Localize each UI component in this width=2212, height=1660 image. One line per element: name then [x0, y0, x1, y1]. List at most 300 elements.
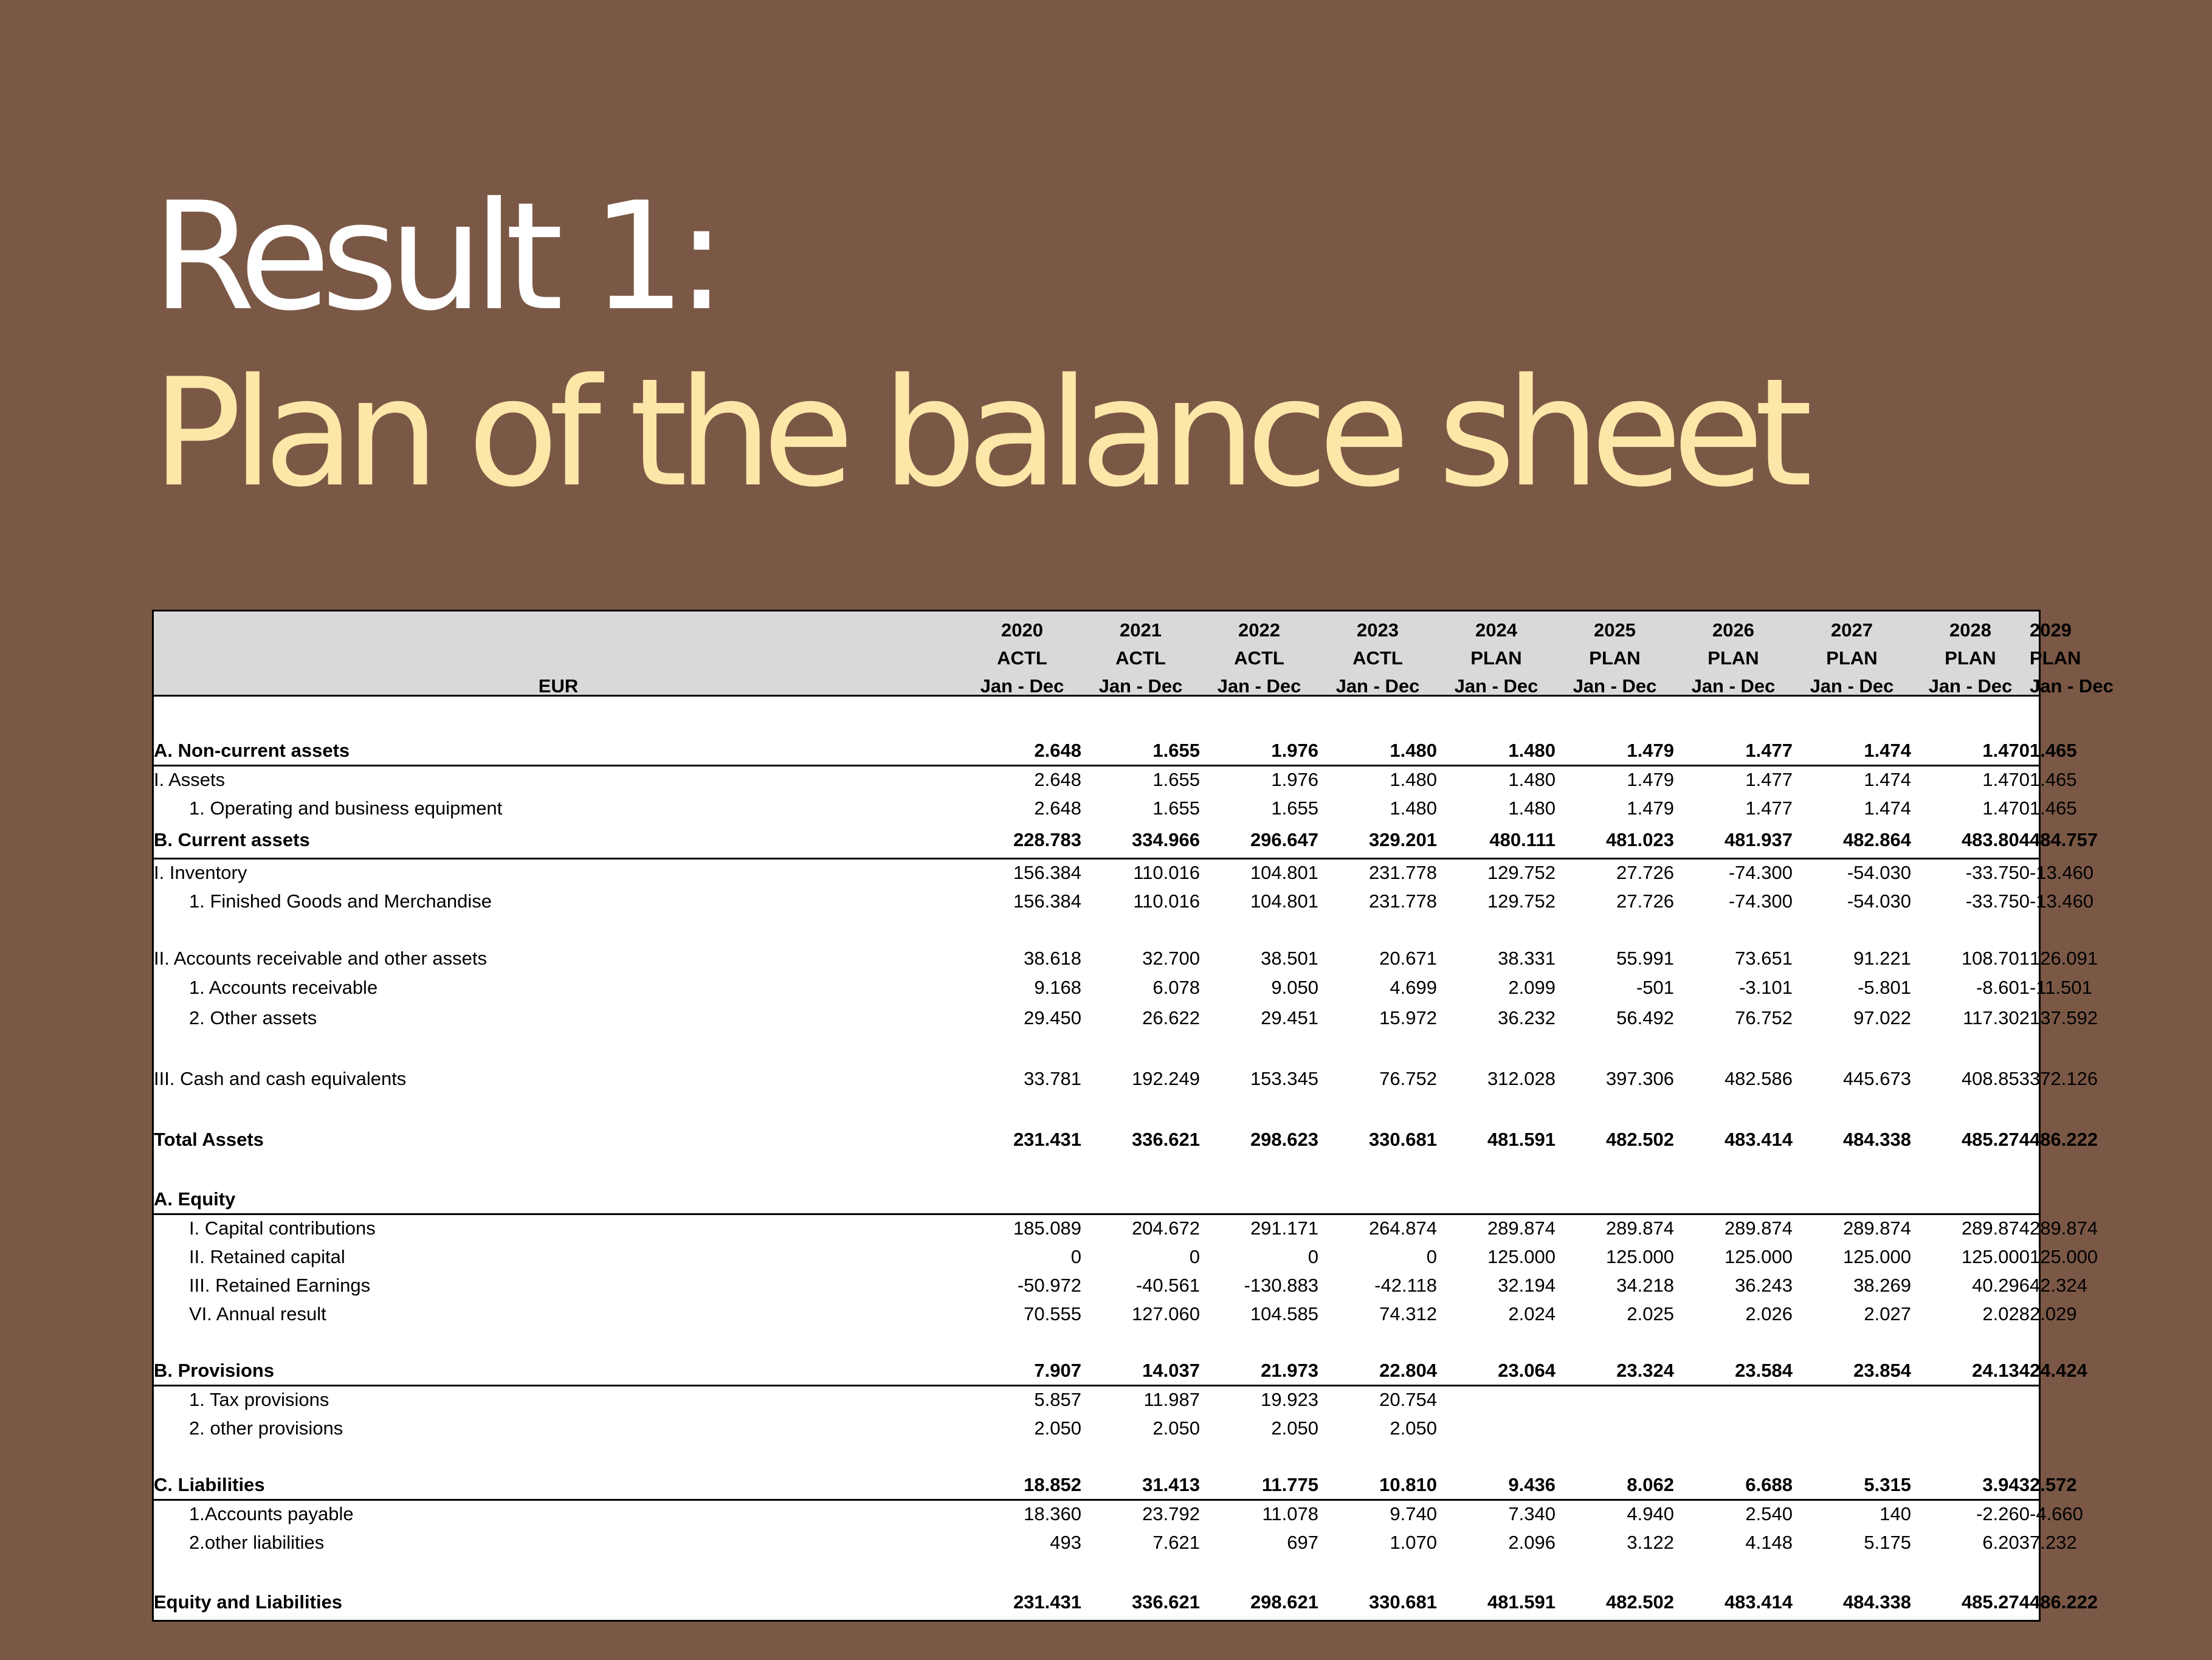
cell-value: 1.470 — [1982, 797, 2030, 819]
currency-label: EUR — [538, 675, 579, 697]
cell-value — [1911, 1385, 2030, 1414]
cell-value: 2.028 — [1982, 1303, 2030, 1324]
cell-value — [1200, 1155, 1318, 1185]
cell-value — [1674, 915, 1793, 944]
cell-value — [963, 1155, 1081, 1185]
cell-value: 2.096 — [1508, 1531, 1556, 1553]
cell-value — [1674, 1033, 1793, 1064]
cell-value: 192.249 — [1131, 1068, 1200, 1089]
column-type: PLAN — [1945, 647, 1996, 669]
cell-value: 24.134 — [1911, 1357, 2030, 1385]
column-year: 2029 — [2030, 619, 2072, 641]
cell-value: 29.451 — [1261, 1007, 1318, 1028]
cell-value — [1674, 1185, 1793, 1214]
cell-value: 74.312 — [1379, 1303, 1437, 1324]
cell-value — [1200, 1442, 1318, 1471]
column-year: 2028 — [1949, 619, 1991, 641]
cell-value: 4.699 — [1390, 977, 1437, 998]
cell-value: 231.431 — [1013, 1129, 1081, 1150]
cell-value: 486.222 — [2030, 1129, 2098, 1150]
cell-value: 1.479 — [1627, 769, 1674, 791]
cell-value — [1318, 1185, 1437, 1214]
cell-value: 32.194 — [1498, 1274, 1556, 1296]
cell-value: -5.801 — [1858, 977, 1911, 998]
cell-value: 15.972 — [1379, 1007, 1437, 1028]
cell-value: 73.651 — [1735, 947, 1793, 969]
row-label: B. Provisions — [154, 1357, 963, 1385]
cell-value: -2.260 — [1976, 1503, 2030, 1525]
row-label: A. Equity — [154, 1185, 963, 1214]
column-year: 2025 — [1594, 619, 1636, 641]
cell-value — [1200, 1094, 1318, 1124]
cell-value: 481.937 — [1674, 822, 1793, 858]
cell-value: 104.585 — [1250, 1303, 1318, 1324]
table-row — [154, 887, 2039, 915]
row-label: 1.Accounts payable — [189, 1503, 354, 1525]
cell-value: -40.561 — [1135, 1274, 1200, 1296]
cell-value — [1318, 700, 1437, 737]
cell-value: 1.655 — [1271, 797, 1318, 819]
row-label: II. Accounts receivable and other assets — [154, 947, 487, 969]
cell-value — [963, 1185, 1081, 1214]
spacer-row — [154, 700, 2039, 737]
table-row — [154, 765, 2039, 794]
cell-value — [2030, 1155, 2039, 1185]
cell-value: 336.621 — [1131, 1591, 1200, 1613]
cell-value: 2.050 — [1034, 1417, 1081, 1439]
spacer-row — [154, 1557, 2039, 1587]
column-type: ACTL — [1234, 647, 1284, 669]
column-period: Jan - Dec — [2030, 675, 2114, 697]
cell-value — [1318, 1442, 1437, 1471]
cell-value — [2030, 1385, 2039, 1414]
balance-sheet-table-container — [152, 610, 2114, 1622]
cell-value — [1674, 1442, 1793, 1471]
cell-value: 298.621 — [1250, 1591, 1318, 1613]
cell-value — [1674, 700, 1793, 737]
cell-value — [2030, 700, 2039, 737]
spacer-row — [154, 915, 2039, 944]
cell-value — [1200, 1328, 1318, 1357]
cell-value: 480.111 — [1437, 822, 1556, 858]
cell-value: 38.618 — [1024, 947, 1081, 969]
cell-value: 125.000 — [2030, 1245, 2098, 1267]
cell-value: 27.726 — [1616, 862, 1674, 884]
cell-value — [1437, 1155, 1556, 1185]
row-label — [154, 700, 963, 737]
cell-value: 1.465 — [2030, 797, 2077, 819]
table-row — [154, 1271, 2039, 1300]
cell-value: 289.874 — [1724, 1217, 1793, 1239]
cell-value: 125.000 — [1487, 1245, 1556, 1267]
cell-value: 9.740 — [1390, 1503, 1437, 1525]
cell-value: 330.681 — [1368, 1591, 1437, 1613]
header-row-year — [154, 611, 2039, 644]
table-row — [154, 973, 2039, 1003]
cell-value: 483.414 — [1724, 1591, 1793, 1613]
cell-value — [1081, 1442, 1200, 1471]
cell-value: 330.681 — [1368, 1129, 1437, 1150]
cell-value: 481.591 — [1487, 1591, 1556, 1613]
cell-value — [1081, 1155, 1200, 1185]
cell-value: 7.340 — [1508, 1503, 1556, 1525]
cell-value: 296.647 — [1200, 822, 1318, 858]
cell-value: 336.621 — [1131, 1129, 1200, 1150]
cell-value: 2.648 — [963, 737, 1081, 765]
row-label: 1. Accounts receivable — [189, 977, 378, 998]
cell-value: 36.232 — [1498, 1007, 1556, 1028]
cell-value: 153.345 — [1250, 1068, 1318, 1089]
cell-value: 334.966 — [1081, 822, 1200, 858]
cell-value: 5.315 — [1793, 1471, 1911, 1500]
cell-value — [1911, 700, 2030, 737]
table-row — [154, 1587, 2039, 1617]
cell-value: 2.050 — [1153, 1417, 1200, 1439]
cell-value: 156.384 — [1013, 862, 1081, 884]
cell-value: 1.465 — [2030, 737, 2039, 765]
column-period: Jan - Dec — [1454, 675, 1538, 697]
cell-value: 18.852 — [963, 1471, 1081, 1500]
cell-value — [1318, 1328, 1437, 1357]
row-label: I. Inventory — [154, 862, 247, 884]
table-row — [154, 822, 2039, 858]
cell-value — [1081, 915, 1200, 944]
column-period: Jan - Dec — [980, 675, 1064, 697]
row-label: 1. Finished Goods and Merchandise — [189, 890, 492, 912]
cell-value: 1.479 — [1556, 737, 1674, 765]
cell-value — [963, 1094, 1081, 1124]
cell-value: 8.062 — [1556, 1471, 1674, 1500]
row-label: Total Assets — [154, 1129, 264, 1150]
cell-value: 485.274 — [1961, 1591, 2030, 1613]
cell-value: 34.218 — [1616, 1274, 1674, 1296]
cell-value: 1.976 — [1271, 769, 1318, 791]
cell-value: 23.324 — [1556, 1357, 1674, 1385]
cell-value: 2.540 — [1745, 1503, 1793, 1525]
cell-value: 1.474 — [1864, 797, 1911, 819]
cell-value: 484.757 — [2030, 822, 2039, 858]
cell-value: 23.064 — [1437, 1357, 1556, 1385]
cell-value: 21.973 — [1200, 1357, 1318, 1385]
cell-value: -74.300 — [1728, 862, 1793, 884]
cell-value — [1318, 915, 1437, 944]
cell-value: 38.269 — [1853, 1274, 1911, 1296]
cell-value: 70.555 — [1024, 1303, 1081, 1324]
cell-value: -11.501 — [2030, 977, 2092, 998]
cell-value — [1911, 1328, 2030, 1357]
cell-value: 0 — [1426, 1245, 1437, 1267]
cell-value: 1.655 — [1153, 797, 1200, 819]
row-label: B. Current assets — [154, 822, 963, 858]
table-row — [154, 1064, 2039, 1094]
cell-value: 42.324 — [2030, 1274, 2087, 1296]
table-row — [154, 858, 2039, 887]
cell-value: 38.501 — [1261, 947, 1318, 969]
column-type: ACTL — [1352, 647, 1403, 669]
cell-value — [1556, 1414, 1674, 1442]
row-label: III. Retained Earnings — [189, 1274, 371, 1296]
cell-value: 4.148 — [1745, 1531, 1793, 1553]
cell-value — [1556, 1442, 1674, 1471]
cell-value — [963, 1442, 1081, 1471]
row-label — [154, 1557, 963, 1587]
table-row — [154, 1003, 2039, 1033]
cell-value — [1911, 1442, 2030, 1471]
cell-value: 11.078 — [1262, 1503, 1318, 1525]
cell-value: 31.413 — [1081, 1471, 1200, 1500]
cell-value: 372.126 — [2030, 1068, 2098, 1089]
row-label: 2. other provisions — [189, 1417, 343, 1439]
cell-value — [963, 700, 1081, 737]
cell-value — [2030, 1328, 2039, 1357]
row-label — [154, 1442, 963, 1471]
cell-value — [1674, 1328, 1793, 1357]
table-row — [154, 1385, 2039, 1414]
cell-value — [1081, 1328, 1200, 1357]
row-label: I. Capital contributions — [189, 1217, 376, 1239]
cell-value — [1556, 1033, 1674, 1064]
cell-value: 482.502 — [1605, 1591, 1674, 1613]
cell-value — [1674, 1557, 1793, 1587]
cell-value: 2.027 — [1864, 1303, 1911, 1324]
column-year: 2027 — [1831, 619, 1873, 641]
cell-value: 137.592 — [2030, 1007, 2098, 1028]
cell-value: 485.274 — [1961, 1129, 2030, 1150]
header-row-type — [154, 644, 2039, 672]
cell-value — [1437, 1094, 1556, 1124]
cell-value: 289.874 — [1842, 1217, 1911, 1239]
cell-value — [963, 1328, 1081, 1357]
cell-value: 5.175 — [1864, 1531, 1911, 1553]
cell-value — [1793, 1328, 1911, 1357]
row-label: 2.other liabilities — [189, 1531, 325, 1553]
cell-value — [1911, 1033, 2030, 1064]
cell-value: 129.752 — [1487, 862, 1556, 884]
cell-value — [1556, 1557, 1674, 1587]
row-label — [154, 1033, 963, 1064]
cell-value — [1793, 1557, 1911, 1587]
cell-value: 125.000 — [1724, 1245, 1793, 1267]
cell-value: 2.029 — [2030, 1303, 2077, 1324]
cell-value: -501 — [1636, 977, 1674, 998]
cell-value — [1200, 1033, 1318, 1064]
cell-value: 1.477 — [1745, 769, 1793, 791]
cell-value: 397.306 — [1605, 1068, 1674, 1089]
cell-value — [2030, 1442, 2039, 1471]
column-period: Jan - Dec — [1573, 675, 1657, 697]
cell-value: 3.122 — [1627, 1531, 1674, 1553]
row-label: I. Assets — [154, 769, 226, 791]
cell-value: -42.118 — [1374, 1274, 1437, 1296]
page-title-line2: Plan of the balance sheet — [152, 346, 1803, 520]
cell-value: 29.450 — [1024, 1007, 1081, 1028]
cell-value — [1793, 1094, 1911, 1124]
cell-value — [1793, 1385, 1911, 1414]
row-label: Equity and Liabilities — [154, 1591, 343, 1613]
balance-sheet-table — [154, 611, 2114, 1617]
cell-value: 36.243 — [1735, 1274, 1793, 1296]
cell-value: 56.492 — [1616, 1007, 1674, 1028]
cell-value: 2.025 — [1627, 1303, 1674, 1324]
column-year: 2021 — [1120, 619, 1162, 641]
cell-value: 2.026 — [1745, 1303, 1793, 1324]
cell-value: 3.943 — [1911, 1471, 2030, 1500]
cell-value — [1556, 1385, 1674, 1414]
column-period: Jan - Dec — [1217, 675, 1301, 697]
cell-value: 14.037 — [1081, 1357, 1200, 1385]
cell-value — [2030, 1185, 2039, 1214]
cell-value: 298.623 — [1250, 1129, 1318, 1150]
cell-value: 5.857 — [1034, 1389, 1081, 1411]
cell-value: 40.296 — [1972, 1274, 2030, 1296]
cell-value — [2030, 1094, 2039, 1124]
cell-value: 91.221 — [1853, 947, 1911, 969]
cell-value: 76.752 — [1735, 1007, 1793, 1028]
cell-value — [1437, 1557, 1556, 1587]
row-label — [154, 915, 963, 944]
column-type: PLAN — [1707, 647, 1759, 669]
cell-value: 0 — [1070, 1245, 1081, 1267]
cell-value — [963, 1557, 1081, 1587]
cell-value: 1.479 — [1627, 797, 1674, 819]
cell-value: 2.050 — [1271, 1417, 1318, 1439]
cell-value: 24.424 — [2030, 1357, 2039, 1385]
cell-value — [1793, 700, 1911, 737]
cell-value — [1556, 1185, 1674, 1214]
column-year: 2026 — [1712, 619, 1754, 641]
cell-value: 4.940 — [1627, 1503, 1674, 1525]
cell-value: -3.101 — [1739, 977, 1793, 998]
cell-value: 228.783 — [963, 822, 1081, 858]
cell-value: 483.414 — [1724, 1129, 1793, 1150]
cell-value — [1556, 1094, 1674, 1124]
cell-value — [963, 1033, 1081, 1064]
cell-value — [1318, 1094, 1437, 1124]
cell-value: 26.622 — [1142, 1007, 1200, 1028]
cell-value — [1674, 1385, 1793, 1414]
cell-value: 104.801 — [1250, 890, 1318, 912]
cell-value — [1318, 1033, 1437, 1064]
column-year: 2020 — [1001, 619, 1043, 641]
cell-value: 482.864 — [1793, 822, 1911, 858]
page-title-line1: Result 1: — [152, 170, 717, 343]
table-row — [154, 1414, 2039, 1442]
cell-value: 484.338 — [1842, 1129, 1911, 1150]
column-type: PLAN — [1826, 647, 1878, 669]
cell-value: 10.810 — [1318, 1471, 1437, 1500]
cell-value: 6.203 — [1982, 1531, 2030, 1553]
cell-value: 1.655 — [1153, 769, 1200, 791]
cell-value: 1.480 — [1508, 797, 1556, 819]
cell-value — [1911, 1185, 2030, 1214]
cell-value: 1.480 — [1437, 737, 1556, 765]
cell-value: 1.655 — [1081, 737, 1200, 765]
cell-value: 1.477 — [1674, 737, 1793, 765]
cell-value — [1081, 700, 1200, 737]
cell-value: 125.000 — [1605, 1245, 1674, 1267]
cell-value — [1437, 915, 1556, 944]
cell-value: 11.775 — [1200, 1471, 1318, 1500]
cell-value — [2030, 1414, 2039, 1442]
cell-value — [2030, 1557, 2039, 1587]
cell-value: 97.022 — [1853, 1007, 1911, 1028]
cell-value: 231.431 — [1013, 1591, 1081, 1613]
column-period: Jan - Dec — [1098, 675, 1183, 697]
cell-value: 481.023 — [1556, 822, 1674, 858]
cell-value — [1318, 1557, 1437, 1587]
cell-value: 9.168 — [1034, 977, 1081, 998]
table-row — [154, 1185, 2039, 1214]
row-label: II. Retained capital — [189, 1245, 345, 1267]
cell-value: -4.660 — [2030, 1503, 2083, 1525]
cell-value: 20.671 — [1379, 947, 1437, 969]
cell-value: 33.781 — [1024, 1068, 1081, 1089]
cell-value: 484.338 — [1842, 1591, 1911, 1613]
header-row-period — [154, 672, 2039, 700]
cell-value: 264.874 — [1368, 1217, 1437, 1239]
cell-value: 486.222 — [2030, 1591, 2098, 1613]
cell-value: 1.480 — [1318, 737, 1437, 765]
cell-value: 2.648 — [1034, 769, 1081, 791]
cell-value — [1200, 915, 1318, 944]
row-label — [154, 1328, 963, 1357]
cell-value: 289.874 — [2030, 1217, 2098, 1239]
cell-value: 1.976 — [1200, 737, 1318, 765]
cell-value: 1.474 — [1864, 769, 1911, 791]
cell-value — [1437, 1385, 1556, 1414]
spacer-row — [154, 1328, 2039, 1357]
spacer-row — [154, 1155, 2039, 1185]
cell-value: 2.050 — [1390, 1417, 1437, 1439]
cell-value: 23.584 — [1674, 1357, 1793, 1385]
cell-value: 291.171 — [1250, 1217, 1318, 1239]
cell-value: 19.923 — [1261, 1389, 1318, 1411]
table-row — [154, 944, 2039, 973]
row-label: III. Cash and cash equivalents — [154, 1068, 407, 1089]
cell-value: 117.302 — [1963, 1007, 2030, 1028]
row-label — [154, 1155, 963, 1185]
cell-value: 2.099 — [1508, 977, 1556, 998]
column-type: ACTL — [997, 647, 1047, 669]
cell-value — [1318, 1155, 1437, 1185]
row-label: 1. Operating and business equipment — [189, 797, 503, 819]
cell-value — [1911, 1094, 2030, 1124]
cell-value — [1911, 1155, 2030, 1185]
cell-value: -33.750 — [1965, 890, 2030, 912]
cell-value — [1793, 1155, 1911, 1185]
cell-value: 1.477 — [1745, 797, 1793, 819]
cell-value: 204.672 — [1131, 1217, 1200, 1239]
cell-value — [1081, 1185, 1200, 1214]
spacer-row — [154, 1442, 2039, 1471]
cell-value: -54.030 — [1847, 890, 1911, 912]
cell-value: 27.726 — [1616, 890, 1674, 912]
cell-value: 483.804 — [1911, 822, 2030, 858]
table-row — [154, 1214, 2039, 1242]
cell-value — [1793, 1414, 1911, 1442]
cell-value — [2030, 915, 2039, 944]
cell-value — [1081, 1557, 1200, 1587]
cell-value — [1556, 1155, 1674, 1185]
row-label — [154, 1094, 963, 1124]
cell-value: -13.460 — [2030, 890, 2094, 912]
cell-value: 6.078 — [1153, 977, 1200, 998]
cell-value: -8.601 — [1976, 977, 2030, 998]
cell-value: 125.000 — [1961, 1245, 2030, 1267]
cell-value — [1556, 915, 1674, 944]
cell-value: 0 — [1189, 1245, 1200, 1267]
column-period: Jan - Dec — [1810, 675, 1894, 697]
